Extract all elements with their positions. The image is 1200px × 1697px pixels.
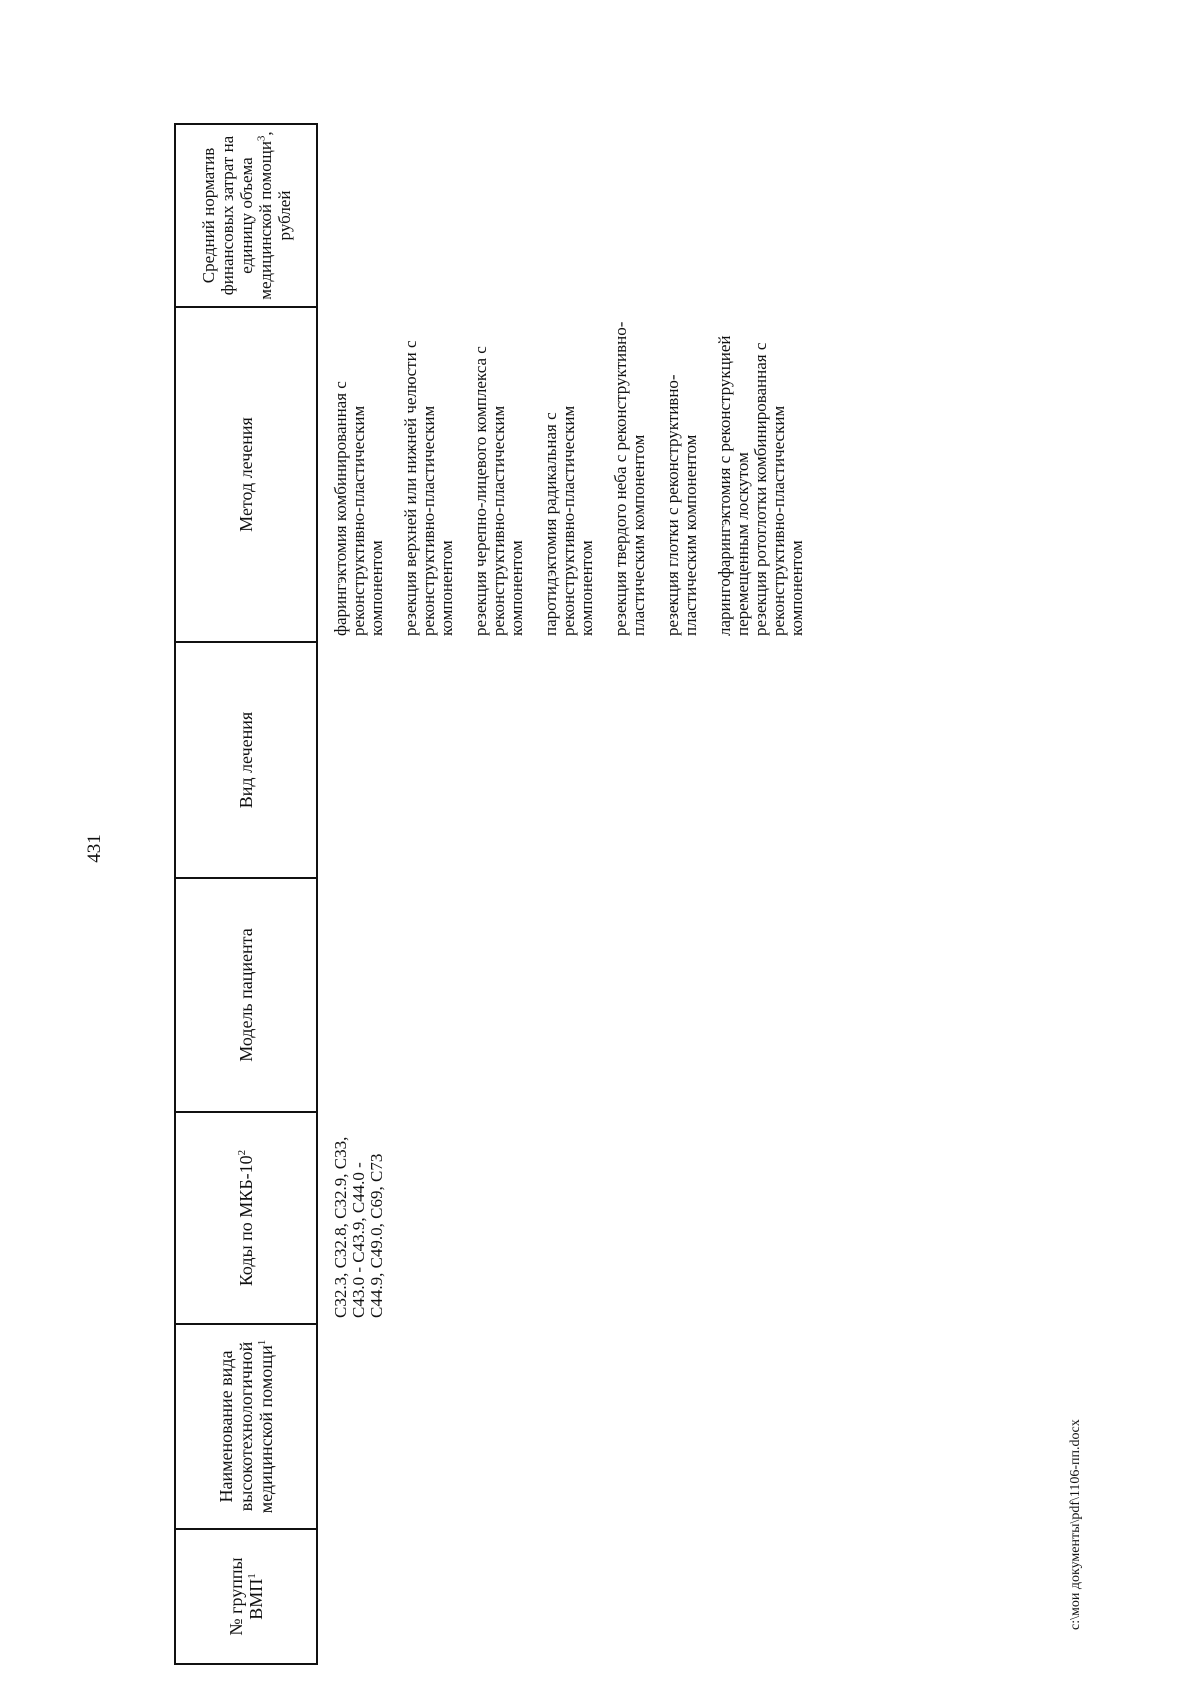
method-item: резекция черепно-лицевого комплекса с реконструктивно-пластическим компонентом — [471, 346, 526, 636]
header-name: Наименование вида высокотехнологичной медицинской помощи$^1$ — [175, 1324, 317, 1529]
cell-treatment-type — [317, 642, 822, 878]
header-treatment-type: Вид лечения — [175, 642, 317, 878]
method-item: резекция твердого неба с реконструктивно-пластическим компонентом — [611, 321, 648, 636]
method-item: резекция глотки с реконструктивно-пластическим компонентом — [663, 374, 700, 636]
header-treatment-method: Метод лечения — [175, 307, 317, 642]
cell-treatment-methods — [317, 307, 822, 642]
method-item: резекция ротоглотки комбинированная с реконструктивно-пластическим компонентом — [751, 342, 806, 636]
footer-file-path: c:\мои документы\pdf\1106-пп.docx — [1068, 1419, 1083, 1630]
method-item: резекция верхней или нижней челюсти с реконструктивно-пластическим компонентом — [401, 340, 456, 636]
method-item: фарингэктомия комбинированная с реконструктивно-пластическим компонентом — [331, 381, 386, 636]
header-row — [175, 124, 317, 1664]
method-item: ларингофарингэктомия с реконструкцией перемещенным лоскутом — [715, 335, 752, 636]
header-patient-model: Модель пациента — [175, 878, 317, 1112]
cell-icd-codes: C32.3, C32.8, C32.9, C33, C43.0 - C43.9, C44.0 - C44.9, C49.0, C69, C73 — [331, 1136, 386, 1318]
page-number: 431 — [84, 834, 105, 863]
header-icd-codes: Коды по МКБ-$10^2$ — [175, 1112, 317, 1324]
cell-group-no — [317, 1529, 822, 1664]
cell-cost-norm — [317, 124, 822, 307]
table-row — [317, 124, 822, 1664]
method-item: паротидэктомия радикальная с реконструктивно-пластическим компонентом — [541, 405, 596, 636]
header-group-no: № группы ВМП$^1$ — [175, 1529, 317, 1664]
cell-name — [317, 1324, 822, 1529]
cell-patient-model — [317, 878, 822, 1112]
vmp-table — [174, 123, 822, 1665]
header-cost-norm: Средний норматив финансовых затрат на единицу объема медицинской помощи$^3$, рублей — [175, 124, 317, 307]
